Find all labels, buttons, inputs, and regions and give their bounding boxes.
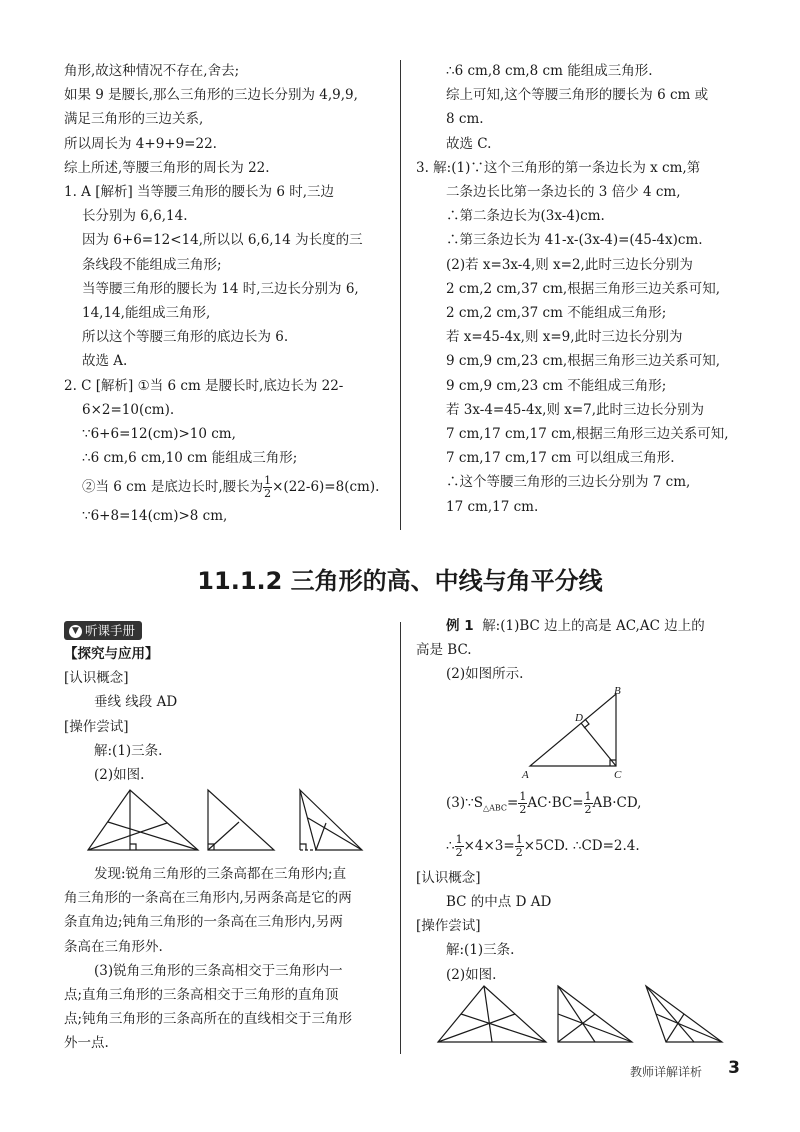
text-line: 高是 BC. [416, 642, 472, 659]
fraction-denominator: 2 [584, 803, 592, 816]
text-line: 垂线 线段 AD [94, 694, 178, 711]
text-line: 解:(1)三条. [94, 742, 163, 759]
fraction-half [455, 834, 464, 859]
heading-concept: [认识概念] [416, 869, 481, 886]
text-line: 7 cm,17 cm,17 cm,根据三角形三边关系可知, [446, 426, 729, 443]
text-line: ∵6+8=14(cm)>8 cm, [82, 508, 228, 525]
text-line: 9 cm,9 cm,23 cm 不能组成三角形; [446, 377, 667, 394]
fraction-numerator: 1 [515, 832, 523, 846]
fraction-denominator: 2 [264, 487, 272, 501]
fraction-denominator: 2 [519, 803, 527, 816]
obtuse-triangle [300, 790, 362, 850]
text-fragment: ×(22-6)=8(cm). [272, 479, 380, 496]
page-number: 3 [728, 1058, 740, 1078]
text-line: 角形,故这种情况不存在,舍去; [64, 63, 240, 79]
text-line: 若 x=45-4x,则 x=9,此时三边长分别为 [446, 329, 683, 346]
section-title: 11.1.2 三角形的高、中线与角平分线 [197, 567, 603, 595]
fraction-numerator: 1 [455, 832, 463, 846]
text-line: 3. 解:(1)∵这个三角形的第一条边长为 x cm,第 [416, 159, 701, 176]
text-line: 满足三角形的三边关系, [64, 111, 204, 128]
column-divider [400, 622, 401, 1054]
fraction-half [515, 834, 524, 859]
heading-try: [操作尝试] [64, 718, 129, 735]
text-line: 所以周长为 4+9+9=22. [64, 135, 217, 152]
text-fragment: AC·BC= [527, 795, 584, 811]
top-left-column [64, 59, 390, 529]
acute-triangle [438, 986, 546, 1042]
text-line: ∴第二条边长为(3x-4)cm. [446, 208, 605, 225]
fraction-numerator: 1 [519, 790, 527, 803]
text-line: (2)如图. [446, 966, 497, 983]
text-line: 6×2=10(cm). [82, 401, 175, 418]
median-figures [436, 982, 746, 1048]
heading-explore: 【探究与应用】 [64, 646, 159, 662]
text-fragment: ×5CD. ∴CD=2.4. [523, 837, 640, 854]
text-line: 17 cm,17 cm. [446, 498, 539, 515]
fraction-half [518, 791, 527, 816]
text-line: ∴第三条边长为 41-x-(3x-4)=(45-4x)cm. [446, 232, 703, 249]
text-fragment: = [507, 795, 519, 811]
vertex-label-d: D [575, 712, 583, 724]
text-line: 14,14,能组成三角形, [82, 305, 211, 322]
text-line: 1. A [解析] 当等腰三角形的腰长为 6 时,三边 [64, 184, 334, 201]
footer-label: 教师详解详析 [629, 1065, 702, 1079]
text-line: (2)如图所示. [446, 666, 524, 683]
example-line [416, 614, 746, 638]
text-line: ∴这个等腰三角形的三边长分别为 7 cm, [446, 474, 691, 491]
heading-try: [操作尝试] [416, 918, 481, 935]
text-line: 点;钝角三角形的三条高所在的直线相交于三角形 [64, 1011, 353, 1028]
text-line: ∵6+6=12(cm)>10 cm, [82, 426, 236, 443]
text-line: 二条边长比第一条边长的 3 倍少 4 cm, [446, 184, 681, 201]
text-line: 2 cm,2 cm,37 cm 不能组成三角形; [446, 305, 667, 322]
text-fragment: AB·CD, [592, 795, 642, 811]
text-line: 点;直角三角形的三条高相交于三角形的直角顶 [64, 987, 339, 1004]
text-line: 所以这个等腰三角形的底边长为 6. [82, 329, 289, 346]
heading-concept: [认识概念] [64, 670, 129, 687]
text-line: 角三角形的一条高在三角形内,另两条高是它的两 [64, 890, 352, 907]
text-line: 解:(1)三条. [446, 942, 515, 959]
area-formula-line [416, 786, 746, 826]
text-line: 9 cm,9 cm,23 cm,根据三角形三边关系可知, [446, 353, 720, 370]
fraction-line [64, 470, 390, 504]
text-line: 故选 A. [82, 353, 128, 370]
fraction-denominator: 2 [455, 845, 463, 859]
text-fragment: (3)∵S [446, 795, 483, 811]
cd-solution-line [416, 826, 746, 866]
text-fragment: △ABC [482, 803, 508, 813]
bottom-left-paragraphs [64, 862, 390, 1056]
badge-label: 听课手册 [85, 623, 136, 638]
text-line: 8 cm. [446, 111, 484, 128]
text-line: 故选 C. [446, 135, 492, 152]
text-line: (2)若 x=3x-4,则 x=2,此时三边长分别为 [446, 256, 693, 273]
example-label: 例 1 [446, 618, 474, 634]
text-line: ∴6 cm,6 cm,10 cm 能组成三角形; [82, 450, 298, 467]
text-line: 2 cm,2 cm,37 cm,根据三角形三边关系可知, [446, 280, 720, 297]
vertex-label-c: C [614, 769, 622, 781]
badge-line [64, 620, 390, 642]
text-line: 7 cm,17 cm,17 cm 可以组成三角形. [446, 450, 675, 467]
bottom-right-column [416, 614, 746, 687]
fraction-half [263, 475, 272, 500]
text-fragment: ∴ [446, 837, 455, 854]
fraction-numerator: 1 [264, 474, 272, 488]
chevron-down-icon: ▼ [69, 625, 82, 638]
text-line: 发现:锐角三角形的三条高都在三角形内;直 [94, 866, 347, 882]
column-divider [400, 60, 401, 530]
text-line: 长分别为 6,6,14. [82, 208, 188, 225]
text-line: ∴6 cm,8 cm,8 cm 能组成三角形. [446, 63, 653, 79]
example-right-triangle-figure [520, 686, 630, 781]
text-line: 若 3x-4=45-4x,则 x=7,此时三边长分别为 [446, 401, 705, 418]
vertex-label-a: A [522, 769, 529, 781]
acute-triangle [88, 790, 198, 850]
text-line: BC 的中点 D AD [446, 893, 552, 910]
text-line: 2. C [解析] ①当 6 cm 是腰长时,底边长为 22- [64, 377, 344, 394]
text-line: 综上所述,等腰三角形的周长为 22. [64, 159, 270, 176]
text-fragment: ②当 6 cm 是底边长时,腰长为 [82, 479, 264, 496]
text-line: 外一点. [64, 1035, 109, 1052]
bottom-left-column [64, 620, 390, 787]
text-fragment: 解:(1)BC 边上的高是 AC,AC 边上的 [482, 618, 705, 634]
text-line: 条高在三角形外. [64, 938, 163, 955]
text-line: 当等腰三角形的腰长为 14 时,三边长分别为 6, [82, 280, 359, 297]
altitude-figures [86, 786, 386, 856]
listen-handbook-badge [64, 621, 142, 640]
fraction-half [584, 791, 593, 816]
fraction-denominator: 2 [515, 845, 523, 859]
text-line: (2)如图. [94, 767, 145, 784]
text-line: (3)锐角三角形的三条高相交于三角形内一 [94, 962, 343, 979]
text-line: 如果 9 是腰长,那么三角形的三边长分别为 4,9,9, [64, 87, 358, 104]
bottom-right-column-2 [416, 786, 746, 987]
vertex-label-b: B [614, 686, 621, 697]
text-fragment: ×4×3= [463, 837, 515, 854]
top-right-column [416, 59, 746, 519]
text-line: 条线段不能组成三角形; [82, 256, 222, 273]
text-line: 条直角边;钝角三角形的一条高在三角形内,另两 [64, 914, 343, 931]
text-line: 因为 6+6=12<14,所以以 6,6,14 为长度的三 [82, 232, 363, 249]
fraction-numerator: 1 [584, 790, 592, 803]
text-line: 综上可知,这个等腰三角形的腰长为 6 cm 或 [446, 87, 709, 104]
